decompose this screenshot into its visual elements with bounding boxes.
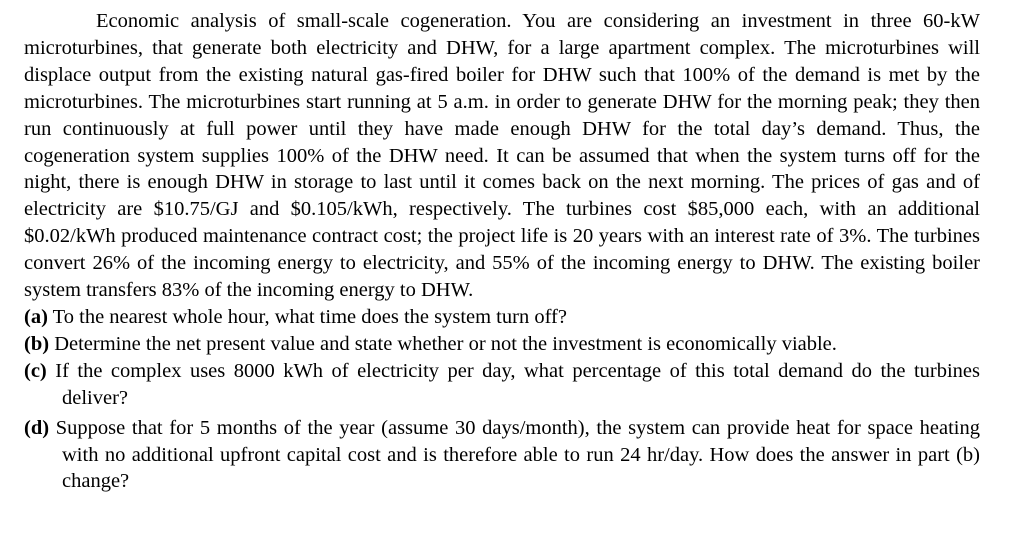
- question-b-text: Determine the net present value and state whether or not the investment is economically viable.: [54, 332, 837, 355]
- question-d-text: Suppose that for 5 months of the year (assume 30 days/month), the system can provide heat for space heating with no additional upfront capital cost and is therefore able to run 24 hr/day. How does the answer in part (b) change?: [55, 416, 981, 493]
- problem-statement: Economic analysis of small-scale cogeneration. You are considering an investment in three 60-kW microturbines, that generate both electricity and DHW, for a large apartment complex. The microturbines will displace output from the existing natural gas-fired boiler for DHW such that 100% of the demand is met by the microturbines. The microturbines start running at 5 a.m. in order to generate DHW for the morning peak; they then run continuously at full power until they have made enough DHW for the total day’s demand. Thus, the cogeneration system supplies 100% of the DHW need. It can be assumed that when the system turns off for the night, there is enough DHW in storage to last until it comes back on the next morning. The prices of gas and of electricity are $10.75/GJ and $0.105/kWh, respectively. The turbines cost $85,000 each, with an additional $0.02/kWh produced maintenance contract cost; the project life is 20 years with an interest rate of 3%. The turbines convert 26% of the incoming energy to electricity, and 55% of the incoming energy to DHW. The existing boiler system transfers 83% of the incoming energy to DHW.: [24, 10, 980, 302]
- question-c: [24, 358, 980, 412]
- question-b: [24, 331, 980, 358]
- question-c-text: If the complex uses 8000 kWh of electricity per day, what percentage of this total demand do the turbines deliver?: [55, 359, 981, 409]
- question-list: [24, 304, 980, 495]
- question-c-label: (c): [24, 359, 47, 382]
- question-b-label: (b): [24, 332, 50, 355]
- question-a-label: (a): [24, 305, 48, 328]
- question-d: [24, 415, 980, 496]
- question-a: [24, 304, 980, 331]
- question-a-text: To the nearest whole hour, what time does the system turn off?: [52, 305, 567, 328]
- question-d-label: (d): [24, 416, 50, 439]
- problem-document: [24, 8, 980, 495]
